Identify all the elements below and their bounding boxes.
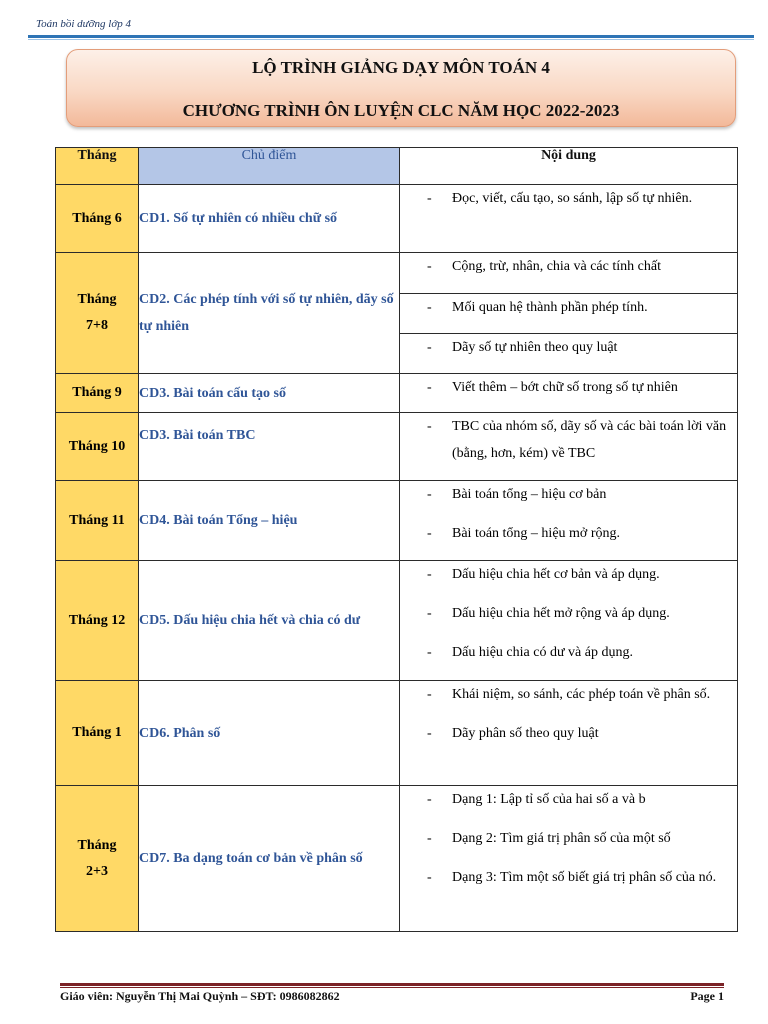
month-label: Tháng 1 bbox=[72, 725, 122, 740]
content-cell bbox=[400, 481, 738, 561]
topic-cell: CD3. Bài toán cấu tạo số bbox=[139, 374, 400, 413]
content-cell bbox=[400, 681, 738, 786]
table-header-row bbox=[56, 148, 738, 185]
content-cell bbox=[400, 786, 738, 932]
table-row bbox=[56, 413, 738, 481]
header-divider bbox=[28, 35, 754, 38]
list-item: - Bài toán tổng – hiệu cơ bản bbox=[427, 487, 607, 502]
running-header: Toán bồi dưỡng lớp 4 bbox=[36, 18, 131, 30]
list-item: - Bài toán tổng – hiệu mở rộng. bbox=[427, 526, 620, 541]
month-cell bbox=[56, 481, 139, 561]
month-label-line2: 2+3 bbox=[86, 863, 108, 879]
table-row bbox=[56, 786, 738, 932]
list-item: - Dãy số tự nhiên theo quy luật bbox=[400, 333, 737, 373]
title-banner bbox=[66, 49, 736, 127]
topic-cell: CD6. Phân số bbox=[139, 681, 400, 786]
month-cell bbox=[56, 253, 139, 374]
month-cell bbox=[56, 374, 139, 413]
month-label: Tháng 10 bbox=[68, 438, 126, 454]
list-item: - Dạng 3: Tìm một số biết giá trị phân số của nó. bbox=[427, 870, 717, 885]
header-divider-thin bbox=[28, 39, 754, 40]
topic-cell: CD5. Dấu hiệu chia hết và chia có dư bbox=[139, 561, 400, 681]
roadmap-table bbox=[55, 147, 738, 932]
table-row bbox=[56, 681, 738, 786]
list-item: - Mối quan hệ thành phần phép tính. bbox=[400, 293, 737, 333]
month-label-line2: 7+8 bbox=[86, 318, 108, 333]
list-item: - Cộng, trừ, nhân, chia và các tính chất bbox=[427, 259, 661, 274]
content-cell bbox=[400, 185, 738, 253]
month-cell bbox=[56, 561, 139, 681]
document-subtitle: CHƯƠNG TRÌNH ÔN LUYỆN CLC NĂM HỌC 2022-2023 bbox=[182, 101, 620, 120]
list-item: - Viết thêm – bớt chữ số trong số tự nhiên bbox=[427, 380, 678, 395]
list-item: - TBC của nhóm số, dãy số và các bài toán lời văn (bằng, hơn, kém) về TBC bbox=[427, 419, 727, 461]
list-item: - Khái niệm, so sánh, các phép toán về phân số. bbox=[427, 687, 711, 702]
content-cell bbox=[400, 253, 738, 374]
month-label: Tháng 6 bbox=[72, 210, 122, 226]
content-cell bbox=[400, 561, 738, 681]
table-row bbox=[56, 253, 738, 374]
footer-divider-thin bbox=[60, 987, 724, 988]
list-item: - Dấu hiệu chia có dư và áp dụng. bbox=[427, 645, 633, 660]
document-title: LỘ TRÌNH GIẢNG DẠY MÔN TOÁN 4 bbox=[252, 58, 550, 77]
list-item: - Dạng 1: Lập tỉ số của hai số a và b bbox=[427, 792, 646, 807]
teacher-info: Giáo viên: Nguyễn Thị Mai Quỳnh – SĐT: 0986082862 bbox=[60, 989, 340, 1003]
month-cell bbox=[56, 413, 139, 481]
page-number: Page 1 bbox=[690, 989, 724, 1003]
footer-divider bbox=[60, 983, 724, 986]
month-cell bbox=[56, 786, 139, 932]
month-label: Tháng bbox=[77, 292, 117, 307]
list-item: - Dấu hiệu chia hết cơ bản và áp dụng. bbox=[427, 567, 660, 582]
month-label: Tháng 11 bbox=[69, 512, 125, 528]
month-label: Tháng 12 bbox=[68, 612, 126, 628]
header-content: Nội dung bbox=[400, 148, 738, 185]
list-item: - Dấu hiệu chia hết mở rộng và áp dụng. bbox=[427, 606, 670, 621]
topic-cell: CD3. Bài toán TBC bbox=[139, 413, 400, 481]
content-cell bbox=[400, 374, 738, 413]
month-cell bbox=[56, 681, 139, 786]
month-cell bbox=[56, 185, 139, 253]
header-month: Tháng bbox=[56, 148, 139, 185]
table-row bbox=[56, 185, 738, 253]
table-row bbox=[56, 561, 738, 681]
list-item: - Dãy phân số theo quy luật bbox=[427, 726, 599, 741]
header-topic: Chủ điểm bbox=[139, 148, 400, 185]
topic-cell: CD4. Bài toán Tổng – hiệu bbox=[139, 481, 400, 561]
table-row bbox=[56, 481, 738, 561]
month-label: Tháng bbox=[77, 837, 117, 853]
list-item: - Dạng 2: Tìm giá trị phân số của một số bbox=[427, 831, 671, 846]
topic-cell: CD1. Số tự nhiên có nhiều chữ số bbox=[139, 185, 400, 253]
month-label: Tháng 9 bbox=[72, 385, 122, 400]
table-row bbox=[56, 374, 738, 413]
topic-cell: CD2. Các phép tính với số tự nhiên, dãy số tự nhiên bbox=[139, 253, 400, 374]
content-cell bbox=[400, 413, 738, 481]
list-item: - Đọc, viết, cấu tạo, so sánh, lập số tự nhiên. bbox=[427, 191, 693, 206]
topic-cell: CD7. Ba dạng toán cơ bản về phân số bbox=[139, 786, 400, 932]
